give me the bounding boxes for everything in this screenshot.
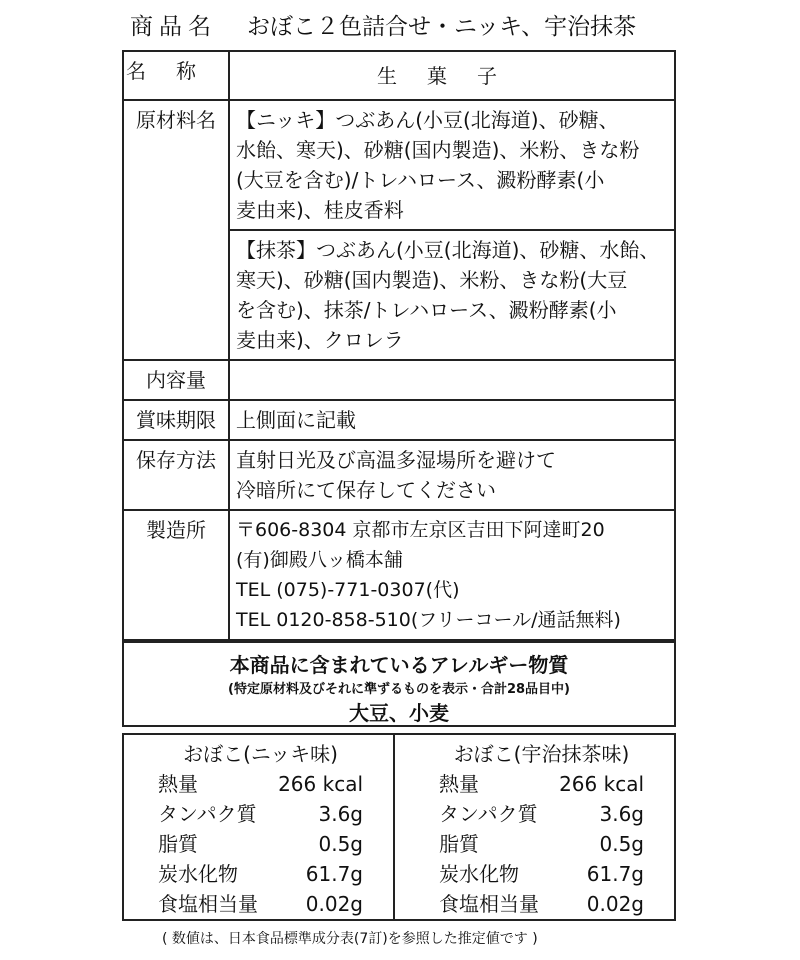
content-value [229, 360, 675, 400]
nutrition-box [122, 733, 676, 921]
name-label: 名称 [123, 51, 229, 100]
nutrition-row: タンパク質 3.6g [439, 802, 644, 826]
maker-value: 〒606-8304 京都市左京区吉田下阿達町20 (有)御殿八ッ橋本舗 TEL (075)-771-0307(代) TEL 0120-858-510(フリーコール/通話無料) [229, 510, 675, 640]
nutrition-row: 熱量 266 kcal [158, 772, 363, 796]
allergy-heading: 本商品に含まれているアレルギー物質 [229, 653, 569, 677]
product-name: おぼこ２色詰合せ・ニッキ、宇治抹茶 [247, 14, 637, 40]
storage-value: 直射日光及び高温多湿場所を避けて 冷暗所にて保存してください [229, 440, 675, 510]
ingredients-nikki: 【ニッキ】つぶあん(小豆(北海道)、砂糖、 水飴、寒天)、砂糖(国内製造)、米粉、きな粉 (大豆を含む)/トレハロース、澱粉酵素(小 麦由来)、桂皮香料 [229, 100, 675, 230]
allergy-box [122, 641, 676, 727]
nutrition-row: 炭水化物 61.7g [158, 862, 363, 886]
expiry-label: 賞味期限 [123, 400, 229, 440]
ingredients-label: 原材料名 [123, 100, 229, 360]
nutrition-row: 熱量 266 kcal [439, 772, 644, 796]
maker-label: 製造所 [123, 510, 229, 640]
product-label: 商品名 [130, 14, 217, 40]
nutrition-row: 炭水化物 61.7g [439, 862, 644, 886]
nutrition-matcha: おぼこ(宇治抹茶味) 熱量 266 kcal タンパク質 3.6g 脂質 0.5g 炭水化物 61.7g 食塩相当量 0.02g [393, 735, 674, 919]
nutrition-row: タンパク質 3.6g [158, 802, 363, 826]
expiry-value: 上側面に記載 [229, 400, 675, 440]
nutrition-nikki: おぼこ(ニッキ味) 熱量 266 kcal タンパク質 3.6g 脂質 0.5g 炭水化物 61.7g 食塩相当量 0.02g [124, 735, 393, 919]
nutrition-row: 脂質 0.5g [158, 832, 363, 856]
name-value: 生菓子 [229, 51, 675, 100]
label-table [122, 50, 676, 641]
nutrition-row: 脂質 0.5g [439, 832, 644, 856]
allergy-value: 大豆、小麦 [349, 701, 449, 725]
ingredients-matcha: 【抹茶】つぶあん(小豆(北海道)、砂糖、水飴、 寒天)、砂糖(国内製造)、米粉、きな粉(大豆 を含む)、抹茶/トレハロース、澱粉酵素(小 麦由来)、クロレラ [229, 230, 675, 360]
nutrition-row: 食塩相当量 0.02g [158, 892, 363, 916]
footnote: ( 数値は、日本食品標準成分表(7訂)を参照した推定値です ) [162, 931, 538, 947]
nutrition-row: 食塩相当量 0.02g [439, 892, 644, 916]
storage-label: 保存方法 [123, 440, 229, 510]
product-title [130, 8, 636, 41]
content-label: 内容量 [123, 360, 229, 400]
allergy-subtext: (特定原材料及びそれに準ずるものを表示・合計28品目中) [228, 682, 570, 697]
